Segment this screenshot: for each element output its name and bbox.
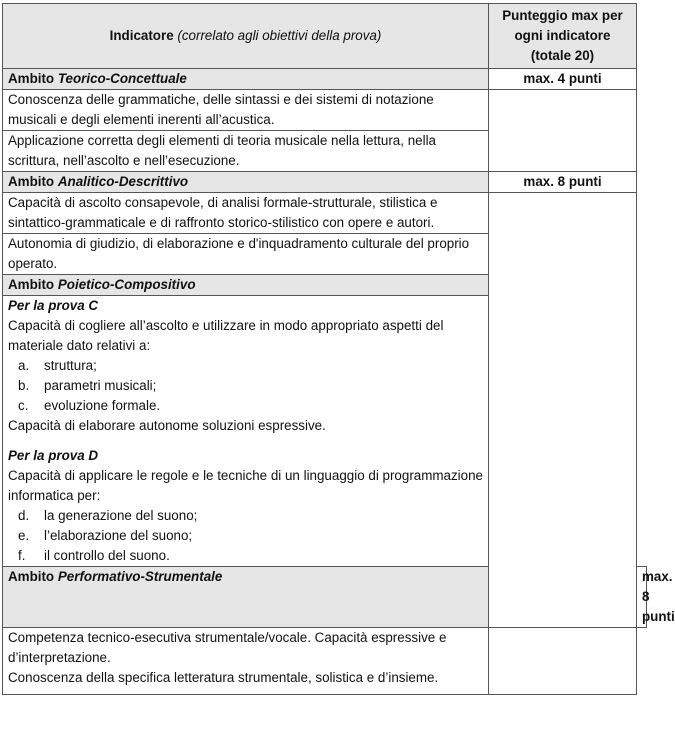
prova-d-intro: Capacità di applicare le regole e le tecniche di un linguaggio di programmazione informatica per: <box>8 468 483 503</box>
header-row <box>3 4 647 69</box>
item-text: Conoscenza delle grammatiche, delle sintassi e dei sistemi di notazione musicali e degli elementi inerenti all’acustica. <box>3 90 489 131</box>
list-marker: b. <box>18 378 30 393</box>
header-punteggio-line2: ogni indicatore <box>514 28 611 43</box>
prova-c-intro: Capacità di cogliere all’ascolto e utilizzare in modo appropriato aspetti del materiale dato relativi a: <box>8 318 444 353</box>
item-text: Competenza tecnico-esecutiva strumentale/vocale. Capacità espressive e d’interpretazione. <box>8 630 447 665</box>
list-marker: e. <box>18 528 30 543</box>
header-punteggio-line1: Punteggio max per <box>502 8 623 23</box>
section-points: max. 4 punti <box>489 69 637 90</box>
prova-c-title: Per la prova C <box>8 298 99 313</box>
list-item <box>8 506 483 526</box>
list-marker: d. <box>18 508 30 523</box>
points-cell-empty <box>489 193 637 628</box>
list-text: struttura; <box>44 358 97 373</box>
list-text: parametri musicali; <box>44 378 157 393</box>
header-indicatore-sub: (correlato agli obiettivi della prova) <box>177 28 382 43</box>
list-text: la generazione del suono; <box>44 508 198 523</box>
item-row <box>3 628 647 695</box>
list-item <box>8 546 483 566</box>
section-title <box>3 172 489 193</box>
item-text: Conoscenza della specifica letteratura strumentale, solistica e d’insieme. <box>8 670 439 685</box>
item-row <box>3 193 647 234</box>
prova-d-title: Per la prova D <box>8 448 99 463</box>
prova-c-outro: Capacità di elaborare autonome soluzioni espressive. <box>8 418 326 433</box>
list-item <box>8 376 483 396</box>
list-text: l’elaborazione del suono; <box>44 528 193 543</box>
spacer <box>8 436 483 446</box>
item-row <box>3 90 647 131</box>
list-marker: a. <box>18 358 30 373</box>
section-title <box>3 69 489 90</box>
header-punteggio-line3: (totale 20) <box>530 48 595 63</box>
list-item <box>8 526 483 546</box>
section-prefix: Ambito <box>8 71 55 86</box>
points-cell-empty <box>489 628 637 695</box>
header-indicatore <box>3 4 489 69</box>
prova-cell <box>3 296 489 567</box>
item-text: Capacità di ascolto consapevole, di analisi formale-strutturale, stilistica e sintattico-grammaticale e di raffronto storico-stilistico con opere e autori. <box>3 193 489 234</box>
section-title <box>3 275 489 296</box>
section-row-teorico <box>3 69 647 90</box>
section-name: Poietico-Compositivo <box>57 277 196 292</box>
section-points: max. 8 punti <box>637 567 647 628</box>
header-indicatore-label: Indicatore <box>109 28 174 43</box>
item-cell <box>3 628 489 695</box>
list-text: evoluzione formale. <box>44 398 161 413</box>
list-marker: f. <box>18 548 26 563</box>
section-title <box>3 567 489 628</box>
section-name: Performativo-Strumentale <box>57 569 223 584</box>
item-text: Autonomia di giudizio, di elaborazione e d'inquadramento culturale del proprio operato. <box>3 234 489 275</box>
section-points: max. 8 punti <box>489 172 637 193</box>
header-punteggio <box>489 4 637 69</box>
list-item <box>8 356 483 376</box>
section-name: Teorico-Concettuale <box>57 71 187 86</box>
section-row-analitico <box>3 172 647 193</box>
item-text: Applicazione corretta degli elementi di teoria musicale nella lettura, nella scrittura, nell’ascolto e nell’esecuzione. <box>3 131 489 172</box>
section-prefix: Ambito <box>8 569 55 584</box>
section-name: Analitico-Descrittivo <box>57 174 189 189</box>
points-cell-empty <box>489 90 637 172</box>
list-text: il controllo del suono. <box>44 548 170 563</box>
section-prefix: Ambito <box>8 277 55 292</box>
list-item <box>8 396 483 416</box>
list-marker: c. <box>18 398 29 413</box>
grading-table <box>2 3 675 695</box>
section-prefix: Ambito <box>8 174 55 189</box>
